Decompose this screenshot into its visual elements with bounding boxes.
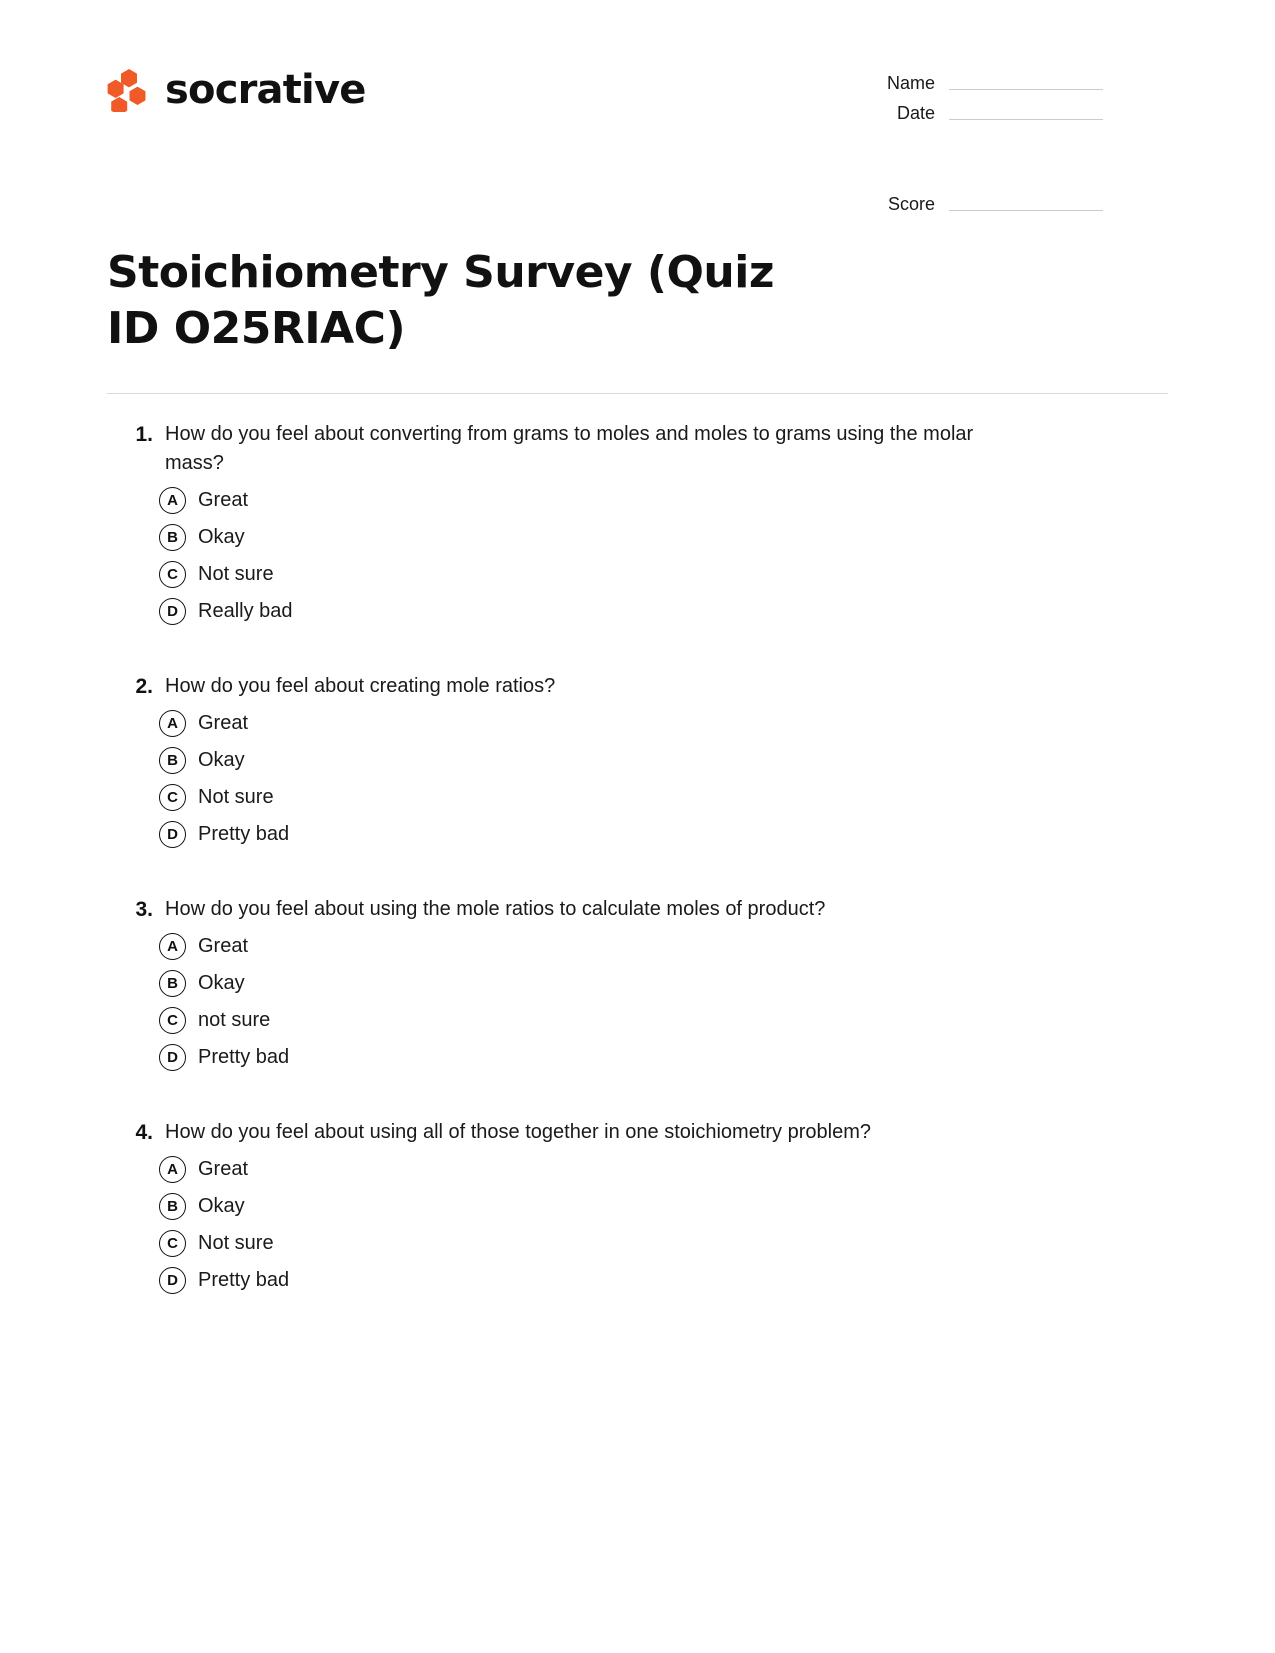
option-letter-bubble[interactable]: D bbox=[159, 598, 186, 625]
option-label: Not sure bbox=[198, 563, 274, 585]
question-block bbox=[107, 1118, 1168, 1294]
questions-list bbox=[0, 394, 1275, 1294]
name-field-row bbox=[869, 72, 1103, 94]
option-label: Okay bbox=[198, 526, 245, 548]
answer-option[interactable] bbox=[107, 1267, 1168, 1294]
option-label: Great bbox=[198, 1158, 249, 1180]
question-text: How do you feel about using all of those together in one stoichiometry problem? bbox=[165, 1121, 871, 1143]
answer-option[interactable] bbox=[107, 933, 1168, 960]
option-letter-bubble[interactable]: C bbox=[159, 1230, 186, 1257]
option-letter-bubble[interactable]: B bbox=[159, 970, 186, 997]
question-block bbox=[107, 895, 1168, 1071]
option-letter-bubble[interactable]: D bbox=[159, 821, 186, 848]
option-list bbox=[107, 487, 1168, 625]
option-list bbox=[107, 933, 1168, 1071]
question-head bbox=[107, 420, 1168, 478]
option-label: Okay bbox=[198, 1195, 245, 1217]
question-text: How do you feel about converting from grams to moles and moles to grams using the molar mass? bbox=[165, 423, 974, 474]
score-label: Score bbox=[887, 194, 935, 214]
option-letter-bubble[interactable]: B bbox=[159, 524, 186, 551]
answer-option[interactable] bbox=[107, 1230, 1168, 1257]
answer-option[interactable] bbox=[107, 710, 1168, 737]
answer-option[interactable] bbox=[107, 524, 1168, 551]
date-label: Date bbox=[896, 103, 935, 123]
option-list bbox=[107, 1156, 1168, 1294]
answer-option[interactable] bbox=[107, 1193, 1168, 1220]
option-letter-bubble[interactable]: D bbox=[159, 1267, 186, 1294]
answer-option[interactable] bbox=[107, 1044, 1168, 1071]
question-head bbox=[107, 895, 1168, 924]
student-meta-fields bbox=[869, 72, 1103, 223]
option-letter-bubble[interactable]: A bbox=[159, 710, 186, 737]
brand-logo bbox=[107, 68, 366, 112]
option-letter-bubble[interactable]: A bbox=[159, 1156, 186, 1183]
answer-option[interactable] bbox=[107, 1156, 1168, 1183]
page-title: Stoichiometry Survey (Quiz ID O25RIAC) bbox=[107, 247, 774, 354]
option-label: Not sure bbox=[198, 1232, 274, 1254]
option-list bbox=[107, 710, 1168, 848]
option-letter-bubble[interactable]: B bbox=[159, 747, 186, 774]
question-text: How do you feel about using the mole ratios to calculate moles of product? bbox=[165, 898, 826, 920]
question-block bbox=[107, 420, 1168, 625]
option-label: Not sure bbox=[198, 786, 274, 808]
option-letter-bubble[interactable]: C bbox=[159, 784, 186, 811]
answer-option[interactable] bbox=[107, 561, 1168, 588]
question-head bbox=[107, 672, 1168, 701]
option-letter-bubble[interactable]: C bbox=[159, 561, 186, 588]
option-label: Pretty bad bbox=[198, 823, 290, 845]
page-header bbox=[0, 0, 1275, 223]
option-label: Great bbox=[198, 712, 249, 734]
socrative-hexagon-logo-icon bbox=[107, 68, 151, 112]
option-letter-bubble[interactable]: D bbox=[159, 1044, 186, 1071]
title-block bbox=[0, 223, 1275, 357]
question-number: 3. bbox=[135, 898, 153, 921]
question-text: How do you feel about creating mole ratios? bbox=[165, 675, 556, 697]
question-head bbox=[107, 1118, 1168, 1147]
question-block bbox=[107, 672, 1168, 848]
brand-wordmark: socrative bbox=[165, 67, 366, 113]
name-label: Name bbox=[886, 73, 935, 93]
date-write-line[interactable] bbox=[949, 119, 1103, 120]
score-field-row bbox=[869, 193, 1103, 215]
option-label: not sure bbox=[198, 1009, 271, 1031]
option-letter-bubble[interactable]: A bbox=[159, 487, 186, 514]
answer-option[interactable] bbox=[107, 821, 1168, 848]
option-letter-bubble[interactable]: A bbox=[159, 933, 186, 960]
option-label: Great bbox=[198, 489, 249, 511]
answer-option[interactable] bbox=[107, 487, 1168, 514]
answer-option[interactable] bbox=[107, 784, 1168, 811]
option-letter-bubble[interactable]: B bbox=[159, 1193, 186, 1220]
answer-option[interactable] bbox=[107, 598, 1168, 625]
option-label: Okay bbox=[198, 749, 245, 771]
answer-option[interactable] bbox=[107, 970, 1168, 997]
answer-option[interactable] bbox=[107, 747, 1168, 774]
option-label: Okay bbox=[198, 972, 245, 994]
question-number: 1. bbox=[135, 423, 153, 446]
option-label: Really bad bbox=[198, 600, 293, 622]
option-label: Pretty bad bbox=[198, 1046, 290, 1068]
answer-option[interactable] bbox=[107, 1007, 1168, 1034]
option-label: Pretty bad bbox=[198, 1269, 290, 1291]
question-number: 2. bbox=[135, 675, 153, 698]
option-letter-bubble[interactable]: C bbox=[159, 1007, 186, 1034]
option-label: Great bbox=[198, 935, 249, 957]
score-write-line[interactable] bbox=[949, 210, 1103, 211]
question-number: 4. bbox=[135, 1121, 153, 1144]
date-field-row bbox=[869, 102, 1103, 124]
name-write-line[interactable] bbox=[949, 89, 1103, 90]
